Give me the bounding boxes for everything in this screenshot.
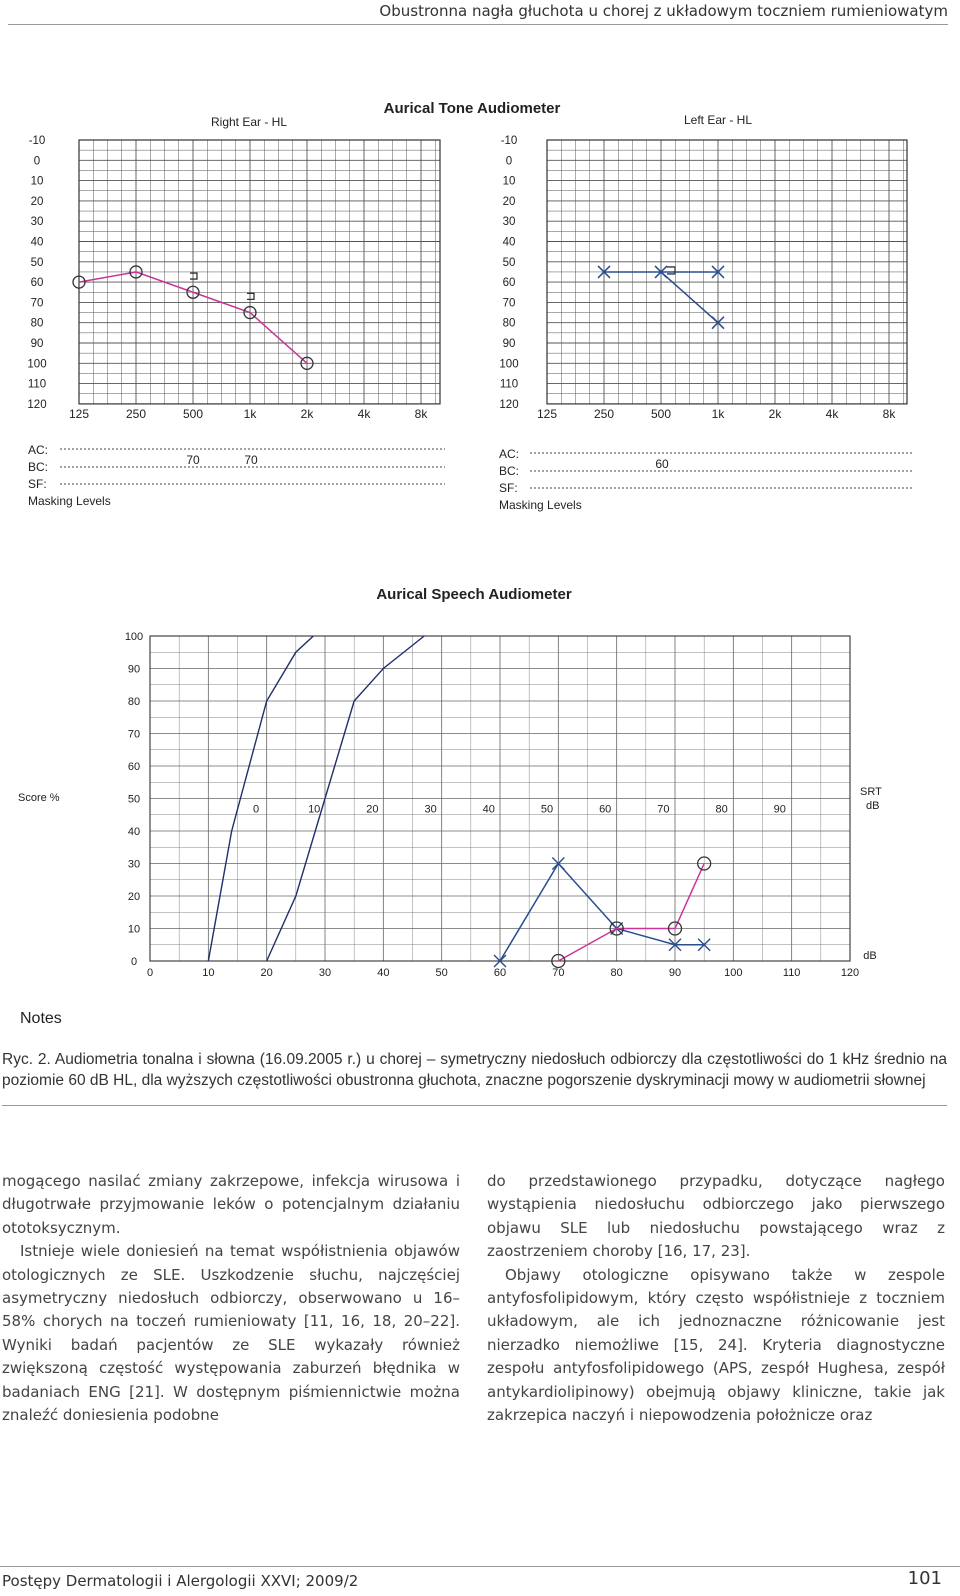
x-tick-label: 50	[435, 967, 448, 979]
page-number: 101	[907, 1568, 942, 1589]
y-tick-label: 40	[127, 826, 141, 838]
y-tick-label: 90	[30, 338, 44, 350]
x-tick-label: 100	[724, 967, 743, 979]
srt-tick-label: 10	[308, 803, 321, 816]
speech-audiometer-title: Aurical Speech Audiometer	[376, 586, 572, 603]
text-column-right	[487, 1170, 945, 1427]
left-ac-label: AC:	[499, 447, 520, 461]
y-tick-label: 0	[130, 956, 138, 968]
x-tick-label: 90	[668, 967, 682, 979]
x-tick-label: 2k	[768, 406, 782, 421]
left-bc-mask-value: 60	[655, 457, 669, 471]
y-tick-label: 40	[30, 236, 44, 249]
srt-tick-label: 50	[540, 803, 554, 816]
x-tick-label: 8k	[414, 406, 428, 421]
audiogram-figure	[0, 25, 960, 1045]
srt-tick-label: 0	[252, 803, 260, 816]
x-tick-label: 10	[202, 967, 215, 979]
x-axis-unit: dB	[863, 950, 877, 962]
y-tick-label: 50	[127, 793, 141, 806]
right-ear-title: Right Ear - HL	[210, 115, 288, 129]
x-tick-label: 500	[182, 406, 204, 421]
paragraph: Objawy otologiczne opisywano także w zespole antyfosfolipidowym, który często współistnieje z toczniem układowym, ale ich jednoznaczne różnicowanie jest nierzadko niemożliwe [15, 24]. Kryteria diagnostyczne zespołu antyfosfolipidowego (APS, zespół Hughesa, zespół antykardiolipinowy) obejmują objawy kliniczne, takie jak zakrzepica naczyń i niepowodzenia położnicze oraz	[487, 1265, 945, 1425]
x-tick-label: 70	[552, 967, 565, 979]
y-tick-label: 100	[499, 358, 519, 371]
left-bc-label: BC:	[499, 464, 520, 478]
y-tick-label: 90	[127, 663, 141, 676]
y-tick-label: 30	[502, 216, 516, 229]
right-masking-section	[28, 443, 445, 508]
srt-tick-label: 20	[366, 803, 379, 816]
srt-label: SRT	[860, 786, 882, 798]
y-tick-label: 110	[499, 378, 519, 391]
x-tick-label: 2k	[300, 406, 314, 421]
srt-tick-label: 40	[482, 803, 495, 816]
y-tick-label: 80	[127, 696, 141, 708]
y-tick-label: 120	[499, 398, 519, 411]
y-tick-label: -10	[28, 135, 46, 147]
x-tick-label: 500	[650, 406, 672, 421]
y-tick-label: 30	[30, 216, 44, 229]
y-tick-label: -10	[500, 135, 518, 147]
y-tick-label: 50	[30, 256, 44, 269]
x-tick-label: 1k	[243, 406, 257, 421]
caption-label: Ryc. 2.	[2, 1051, 51, 1068]
srt-tick-label: 60	[599, 803, 612, 816]
x-tick-label: 1k	[711, 406, 725, 421]
y-tick-label: 80	[30, 317, 44, 330]
speech-audiogram	[124, 631, 880, 979]
y-tick-label: 10	[30, 175, 44, 188]
left-masking-section	[499, 447, 912, 512]
x-tick-label: 30	[318, 967, 332, 979]
y-tick-label: 0	[33, 155, 41, 168]
running-header: Obustronna nagła głuchota u chorej z układowym toczniem rumieniowatym	[8, 0, 948, 25]
y-tick-label: 120	[27, 398, 47, 411]
y-tick-label: 40	[502, 236, 516, 249]
left-ear-title: Left Ear - HL	[683, 113, 753, 127]
y-tick-label: 30	[127, 858, 141, 871]
x-tick-label: 8k	[882, 406, 896, 421]
figure-caption	[2, 1049, 947, 1106]
right-bc-mask-value: 70	[186, 453, 200, 467]
right-masking-levels-label: Masking Levels	[28, 494, 111, 508]
bc-marker	[667, 267, 675, 274]
y-tick-label: 80	[502, 317, 516, 330]
footer-divider	[0, 1566, 960, 1567]
bc-marker	[190, 273, 197, 279]
y-tick-label: 100	[27, 358, 47, 371]
y-tick-label: 70	[30, 297, 44, 310]
x-tick-label: 120	[840, 967, 860, 979]
left-sf-label: SF:	[499, 481, 518, 495]
x-tick-label: 110	[782, 967, 801, 979]
tone-audiometer-title: Aurical Tone Audiometer	[383, 100, 561, 117]
y-tick-label: 20	[502, 195, 516, 208]
right-bc-label: BC:	[28, 460, 49, 474]
y-tick-label: 10	[502, 175, 516, 188]
y-tick-label: 50	[502, 256, 516, 269]
srt-tick-label: 80	[715, 803, 728, 816]
x-tick-label: 0	[146, 967, 154, 979]
x-tick-label: 40	[377, 967, 390, 979]
x-tick-label: 80	[610, 967, 623, 979]
notes-label: Notes	[20, 1010, 62, 1027]
right-sf-label: SF:	[28, 477, 47, 491]
caption-text: Audiometria tonalna i słowna (16.09.2005 r.) u chorej – symetryczny niedosłuch odbiorczy dla częstotliwości do 1 kHz średnio na poziomie 60 dB HL, dla wyższych częstotliwości obustronna głuchota, znaczne pogorszenie dyskryminacji mowy w audiometrii słownej	[2, 1051, 948, 1089]
y-tick-label: 10	[127, 923, 141, 936]
x-tick-label: 125	[68, 406, 90, 421]
left-masking-levels-label: Masking Levels	[499, 498, 582, 512]
x-tick-label: 4k	[357, 406, 371, 421]
left-ear-audiogram	[499, 135, 907, 421]
y-tick-label: 0	[505, 155, 513, 168]
y-tick-label: 60	[30, 277, 44, 290]
y-tick-label: 110	[27, 378, 47, 391]
text-column-left	[2, 1170, 460, 1427]
y-tick-label: 20	[127, 891, 141, 903]
x-tick-label: 60	[493, 967, 507, 979]
srt-tick-label: 30	[424, 803, 437, 816]
srt-tick-label: 70	[657, 803, 670, 816]
x-tick-label: 4k	[825, 406, 839, 421]
y-tick-label: 100	[124, 631, 144, 643]
right-ac-label: AC:	[28, 443, 49, 457]
x-tick-label: 250	[125, 406, 147, 421]
x-tick-label: 125	[536, 406, 558, 421]
srt-tick-label: 90	[773, 803, 786, 816]
srt-unit-label: dB	[866, 800, 880, 812]
y-tick-label: 70	[502, 297, 516, 310]
y-tick-label: 60	[502, 277, 516, 290]
journal-citation: Postępy Dermatologii i Alergologii XXVI; 2009/2	[2, 1572, 359, 1590]
bc-marker	[247, 293, 254, 299]
right-bc-mask-value: 70	[244, 453, 258, 467]
x-tick-label: 20	[260, 967, 273, 979]
paragraph: do przedstawionego przypadku, dotyczące nagłego wystąpienia niedosłuchu odbiorczego jako pierwszego objawu SLE lub niedosłuchu powstającego wraz z zaostrzeniem choroby [16, 17, 23].	[487, 1172, 945, 1261]
y-tick-label: 60	[127, 761, 141, 773]
x-tick-label: 250	[593, 406, 615, 421]
right-ear-audiogram	[27, 135, 440, 421]
y-tick-label: 70	[127, 728, 141, 741]
paragraph: mogącego nasilać zmiany zakrzepowe, infekcja wirusowa i długotrwałe przyjmowanie leków o potencjalnym działaniu ototoksycznym.	[2, 1172, 460, 1237]
speech-y-axis-label: Score %	[18, 792, 60, 804]
y-tick-label: 20	[30, 195, 44, 208]
y-tick-label: 90	[502, 338, 516, 350]
paragraph: Istnieje wiele doniesień na temat współistnienia objawów otologicznych ze SLE. Uszkodzenie słuchu, najczęściej asymetryczny niedosłuch odbiorczy, obserwowano u 16–58% chorych na toczeń rumieniowaty [11, 16, 18, 20–22]. Wyniki badań pacjentów ze SLE wykazały również zwiększoną częstość występowania zaburzeń błędnika w badaniach ENG [21]. W dostępnym piśmiennictwie można znaleźć doniesienia podobne	[2, 1242, 460, 1425]
